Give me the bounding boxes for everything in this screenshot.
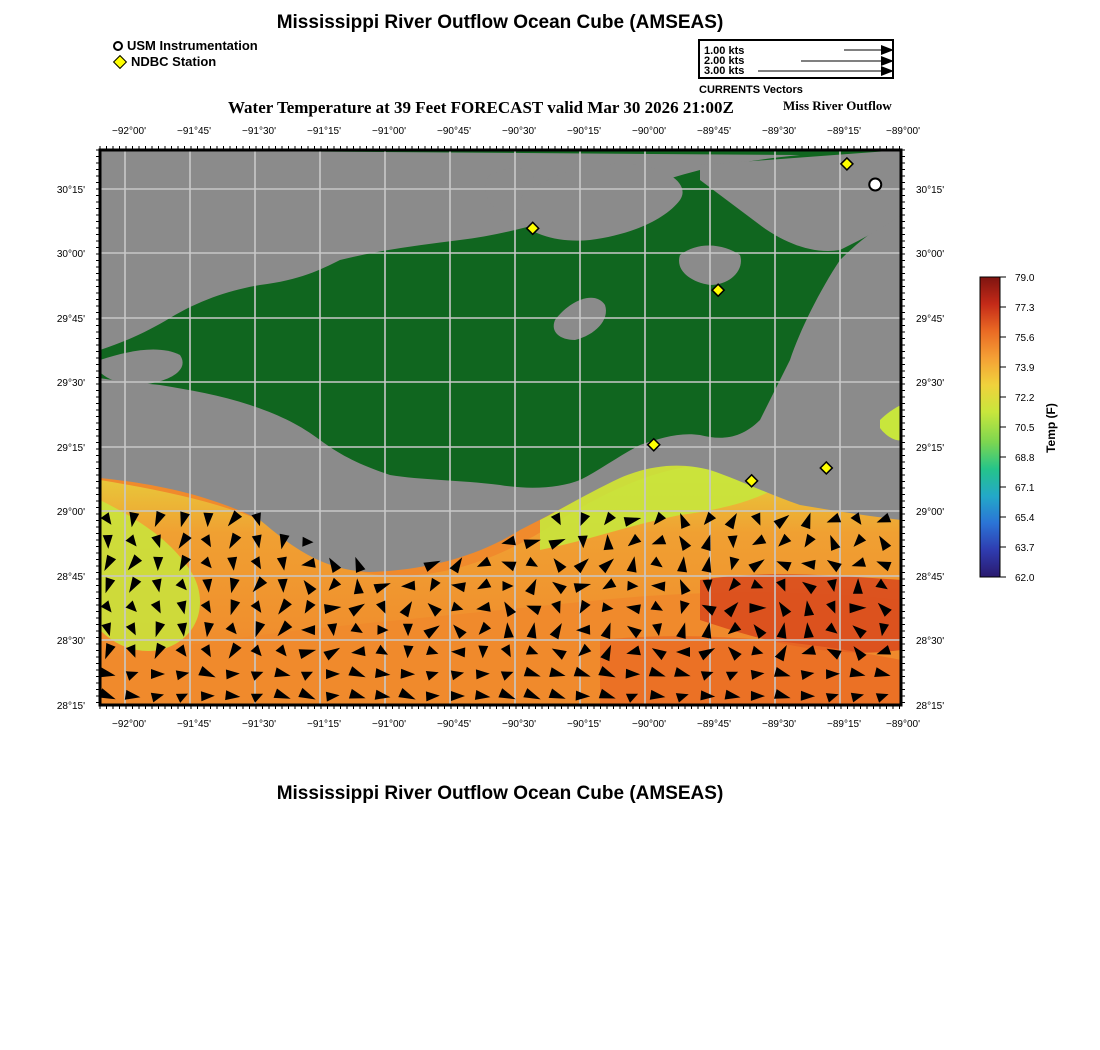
lat-tick-left: 29°30'	[56, 378, 85, 389]
vector-caption: CURRENTS Vectors	[699, 84, 803, 96]
lon-tick-top: −90°15'	[567, 126, 601, 137]
lon-tick-top: −89°45'	[697, 126, 731, 137]
lon-tick-bottom: −89°15'	[827, 719, 861, 730]
lon-tick-top: −90°30'	[502, 126, 536, 137]
lat-tick-right: 28°15'	[916, 701, 945, 712]
map-area	[98, 150, 901, 705]
colorbar-tick-label: 73.9	[1015, 363, 1035, 374]
colorbar-tick-label: 77.3	[1015, 303, 1035, 314]
colorbar-tick-label: 65.4	[1015, 513, 1035, 524]
usm-label: USM Instrumentation	[127, 38, 258, 53]
vector-label-2: 2.00 kts	[704, 55, 745, 67]
colorbar-labels	[1015, 273, 1035, 584]
lon-labels-bottom	[112, 719, 920, 730]
colorbar-tick-label: 79.0	[1015, 273, 1035, 284]
bottom-title: Mississippi River Outflow Ocean Cube (AMSEAS)	[276, 783, 724, 804]
lon-tick-bottom: −91°15'	[307, 719, 341, 730]
colorbar	[980, 273, 1058, 584]
usm-station-marker[interactable]	[869, 179, 881, 191]
colorbar-tick-label: 67.1	[1015, 483, 1035, 494]
colorbar-scale	[980, 277, 1000, 577]
lat-tick-left: 28°15'	[56, 701, 85, 712]
lat-tick-left: 29°45'	[56, 314, 85, 325]
lon-tick-bottom: −90°15'	[567, 719, 601, 730]
lon-tick-bottom: −89°00'	[886, 719, 920, 730]
colorbar-tick-label: 70.5	[1015, 423, 1035, 434]
vector-label-3: 3.00 kts	[704, 65, 745, 77]
lon-tick-top: −89°15'	[827, 126, 861, 137]
colorbar-tick-label: 72.2	[1015, 393, 1035, 404]
region-label: Miss River Outflow	[783, 98, 892, 113]
lat-tick-right: 30°00'	[916, 249, 945, 260]
lat-tick-left: 28°45'	[56, 572, 85, 583]
lat-tick-left: 29°15'	[56, 443, 85, 454]
lon-tick-top: −91°30'	[242, 126, 276, 137]
lat-tick-right: 29°30'	[916, 378, 945, 389]
lon-tick-top: −91°45'	[177, 126, 211, 137]
lon-tick-bottom: −89°30'	[762, 719, 796, 730]
lon-tick-bottom: −90°00'	[632, 719, 666, 730]
lon-labels-top	[112, 126, 920, 137]
lat-tick-right: 28°30'	[916, 636, 945, 647]
colorbar-tick-label: 75.6	[1015, 333, 1035, 344]
lat-tick-right: 29°00'	[916, 507, 945, 518]
lon-tick-bottom: −89°45'	[697, 719, 731, 730]
colorbar-ticks	[1000, 277, 1006, 577]
colorbar-tick-label: 62.0	[1015, 573, 1035, 584]
lon-tick-bottom: −90°45'	[437, 719, 471, 730]
colorbar-title: Temp (F)	[1044, 403, 1058, 453]
lat-tick-right: 29°45'	[916, 314, 945, 325]
lat-tick-left: 28°30'	[56, 636, 85, 647]
lon-tick-top: −92°00'	[112, 126, 146, 137]
lat-labels-right	[916, 185, 944, 712]
lat-tick-left: 30°00'	[56, 249, 85, 260]
lon-tick-bottom: −91°00'	[372, 719, 406, 730]
lon-tick-top: −91°00'	[372, 126, 406, 137]
lon-tick-top: −90°45'	[437, 126, 471, 137]
lat-tick-right: 30°15'	[916, 185, 945, 196]
colorbar-tick-label: 63.7	[1015, 543, 1035, 554]
ndbc-label: NDBC Station	[131, 54, 217, 69]
map-subtitle: Water Temperature at 39 Feet FORECAST valid Mar 30 2026 21:00Z	[228, 98, 734, 117]
lat-tick-left: 29°00'	[56, 507, 85, 518]
lat-tick-right: 28°45'	[916, 572, 945, 583]
lon-tick-bottom: −91°30'	[242, 719, 276, 730]
lon-tick-bottom: −91°45'	[177, 719, 211, 730]
lon-tick-top: −90°00'	[632, 126, 666, 137]
colorbar-tick-label: 68.8	[1015, 453, 1035, 464]
lat-tick-left: 30°15'	[56, 185, 85, 196]
lon-tick-top: −89°30'	[762, 126, 796, 137]
lat-labels-left	[57, 185, 85, 712]
lon-tick-bottom: −92°00'	[112, 719, 146, 730]
vector-label-1: 1.00 kts	[704, 45, 745, 57]
lat-tick-right: 29°15'	[916, 443, 945, 454]
page-title: Mississippi River Outflow Ocean Cube (AMSEAS)	[276, 12, 724, 33]
lon-tick-bottom: −90°30'	[502, 719, 536, 730]
lon-tick-top: −89°00'	[886, 126, 920, 137]
lon-tick-top: −91°15'	[307, 126, 341, 137]
